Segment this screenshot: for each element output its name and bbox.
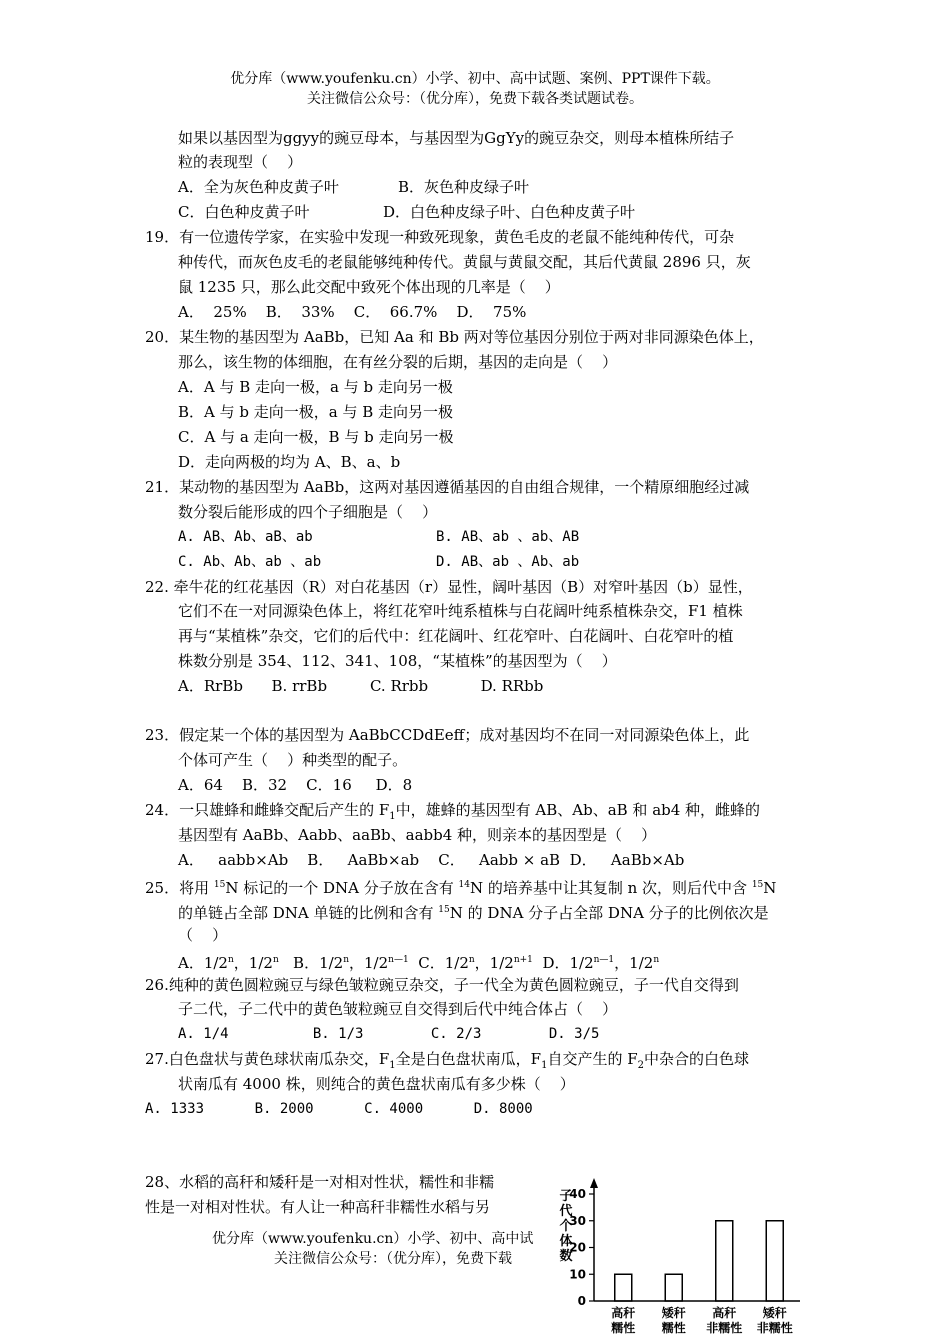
q22-line-3: 再与“某植株”杂交，它们的后代中：红花阔叶、红花窄叶、白花阔叶、白花窄叶的植 — [178, 627, 734, 645]
x-tick-label-line2: 非糯性 — [756, 1321, 793, 1335]
q21-line-1: 21．某动物的基因型为 AaBb，这两对基因遵循基因的自由组合规律，一个精原细胞经过减 — [145, 478, 750, 496]
bar — [665, 1274, 682, 1301]
q21-option-d: D. AB、ab 、Ab、ab — [436, 554, 580, 570]
q21-option-c: C. Ab、Ab、ab 、ab — [178, 554, 322, 570]
q25-line-1: 25．将用 $^{15}$N 标记的一个 DNA 分子放在含有 $^{14}$N 的培养基中让其复制 n 次，则后代中含 $^{15}$N — [145, 879, 777, 897]
offspring-bar-chart — [548, 1168, 808, 1344]
q20-line-1: 20．某生物的基因型为 AaBb，已知 Aa 和 Bb 两对等位基因分别位于两对非同源染色体上， — [145, 328, 764, 346]
bar — [766, 1221, 783, 1301]
q19-line-1: 19．有一位遗传学家，在实验中发现一种致死现象，黄色毛皮的老鼠不能纯种传代，可杂 — [145, 228, 735, 246]
q20-line-2: 那么，该生物的体细胞，在有丝分裂的后期，基因的走向是（ ） — [178, 353, 618, 371]
q20-option-d: D．走向两极的均为 A、B、a、b — [178, 453, 401, 471]
y-tick-label: 30 — [569, 1213, 586, 1228]
q22-line-4: 株数分别是 354、112、341、108，“某植株”的基因型为（ ） — [178, 652, 617, 670]
footer-line-1: 优分库（www.youfenku.cn）小学、初中、高中试 — [212, 1231, 534, 1247]
q27-options: A. 1333 B. 2000 C. 4000 D. 8000 — [145, 1101, 533, 1117]
q23-options: A．64 B．32 C．16 D．8 — [178, 776, 413, 794]
q19-line-2: 种传代，而灰色皮毛的老鼠能够纯种传代。黄鼠与黄鼠交配，其后代黄鼠 2896 只，灰 — [178, 253, 751, 271]
x-tick-label-line1: 高秆 — [712, 1306, 737, 1320]
y-tick-label: 0 — [577, 1294, 586, 1308]
q19-line-3: 鼠 1235 只，那么此交配中致死个体出现的几率是（ ） — [178, 278, 560, 296]
q24-line-1: 24．一只雄蜂和雌蜂交配后产生的 $F_1$中，雄蜂的基因型有 AB、Ab、aB 和 ab4 种，雌蜂的 — [145, 801, 761, 822]
x-tick-label-line1: 高秆 — [611, 1306, 636, 1320]
y-label-char: 数 — [559, 1249, 573, 1264]
x-tick-label-line2: 糯性 — [661, 1321, 686, 1335]
q20-option-a: A．A 与 B 走向一极，a 与 b 走向另一极 — [178, 378, 453, 396]
y-label-char: 体 — [559, 1234, 573, 1249]
q18-option-b: B．灰色种皮绿子叶 — [398, 178, 530, 196]
q26-options: A. 1/4 B. 1/3 C. 2/3 D. 3/5 — [178, 1026, 600, 1042]
q20-option-c: C．A 与 a 走向一极，B 与 b 走向另一极 — [178, 428, 454, 446]
footer-line-2: 关注微信公众号：（优分库），免费下载 — [274, 1251, 512, 1267]
q18-option-d: D．白色种皮绿子叶、白色种皮黄子叶 — [383, 203, 636, 221]
y-tick-label: 40 — [569, 1187, 586, 1201]
y-label-char: 子 — [559, 1189, 573, 1204]
x-tick-label-line2: 糯性 — [611, 1321, 636, 1335]
q20-option-b: B．A 与 b 走向一极，a 与 B 走向另一极 — [178, 403, 454, 421]
y-tick-label: 20 — [569, 1240, 586, 1255]
x-tick-label-line2: 非糯性 — [706, 1321, 743, 1335]
y-label-char: 代 — [559, 1204, 573, 1219]
q19-options: A． 25% B． 33% C． 66.7% D． 75% — [178, 303, 527, 321]
q21-option-b: B. AB、ab 、ab、AB — [436, 529, 580, 545]
q23-line-2: 个体可产生（ ）种类型的配子。 — [178, 751, 408, 769]
q21-option-a: A. AB、Ab、aB、ab — [178, 529, 313, 545]
q18-option-a: A．全为灰色种皮黄子叶 — [178, 178, 339, 196]
q18-line-2: 粒的表现型（ ） — [178, 153, 303, 171]
q24-options: A． aabb×Ab B． AaBb×ab C． Aabb × aB D． AaBb×Ab — [178, 851, 685, 869]
q26-line-2: 子二代，子二代中的黄色皱粒豌豆自交得到后代中纯合体占（ ） — [178, 1000, 618, 1018]
q18-option-c: C．白色种皮黄子叶 — [178, 203, 310, 221]
q22-line-2: 它们不在一对同源染色体上，将红花窄叶纯系植株与白花阔叶纯系植株杂交，F1 植株 — [178, 602, 743, 620]
y-tick-label: 10 — [569, 1267, 586, 1282]
q27-line-2: 状南瓜有 4000 株，则纯合的黄色盘状南瓜有多少株（ ） — [178, 1075, 575, 1093]
x-tick-label-line1: 矮秆 — [661, 1306, 686, 1320]
q22-options: A．RrBb B. rrBb C. Rrbb D. RRbb — [178, 677, 544, 695]
q27-line-1: 27.白色盘状与黄色球状南瓜杂交，$F_1$全是白色盘状南瓜，$F_1$自交产生的 $F_2$中杂合的白色球 — [145, 1050, 750, 1071]
q22-line-1: 22. 牵牛花的红花基因（R）对白花基因（r）显性，阔叶基因（B）对窄叶基因（b）显性， — [145, 578, 753, 596]
bar — [716, 1221, 733, 1301]
header-line-2: 关注微信公众号：（优分库），免费下载各类试题试卷。 — [307, 91, 643, 107]
x-tick-label-line1: 矮秆 — [762, 1306, 787, 1320]
q24-line-2: 基因型有 AaBb、Aabb、aaBb、aabb4 种，则亲本的基因型是（ ） — [178, 826, 657, 844]
q25-options: A．1/2$^n$，1/2$^n$ B．1/2$^n$，$1/2^{n—1}$ C．1/2$^n$，$1/2^{n+1}$ D．$1/2^{n—1}$，1/2$^n$ — [178, 954, 660, 972]
q25-line-3: （ ） — [178, 926, 228, 944]
q25-line-2: 的单链占全部 DNA 单链的比例和含有 $^{15}$N 的 DNA 分子占全部 DNA 分子的比例依次是 — [178, 904, 769, 922]
header-line-1: 优分库（www.youfenku.cn）小学、初中、高中试题、案例、PPT课件下载。 — [230, 71, 720, 87]
q21-line-2: 数分裂后能形成的四个子细胞是（ ） — [178, 503, 438, 521]
q23-line-1: 23．假定某一个体的基因型为 AaBbCCDdEeff；成对基因均不在同一对同源染色体上，此 — [145, 726, 750, 744]
q26-line-1: 26.纯种的黄色圆粒豌豆与绿色皱粒豌豆杂交，子一代全为黄色圆粒豌豆，子一代自交得到 — [145, 976, 739, 994]
q18-line-1: 如果以基因型为ggyy的豌豆母本，与基因型为GgYy的豌豆杂交，则母本植株所结子 — [178, 129, 735, 147]
y-label-char: 个 — [559, 1219, 573, 1234]
bar — [615, 1274, 632, 1301]
q28-line-1: 28、水稻的高秆和矮秆是一对相对性状，糯性和非糯 — [145, 1173, 495, 1191]
q28-line-2: 性是一对相对性状。有人让一种高秆非糯性水稻与另 — [145, 1198, 491, 1216]
